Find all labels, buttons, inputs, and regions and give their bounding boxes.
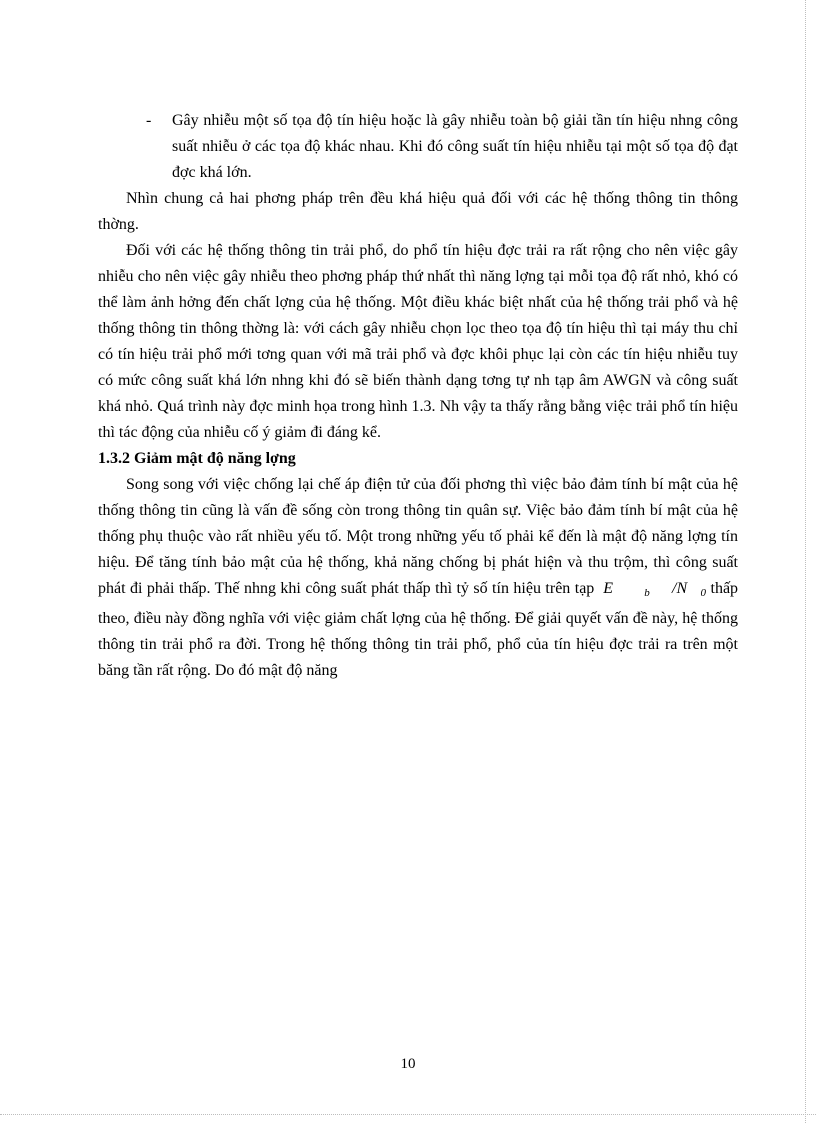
formula-zero: 0 [700, 587, 707, 599]
page-number: 10 [400, 1056, 416, 1072]
page-border-bottom [0, 1114, 816, 1115]
bullet-dash: - [146, 112, 152, 129]
formula-b: b [644, 587, 650, 599]
paragraph-text-after-formula: thấp theo, điều này đồng nghĩa với việc giảm chất lợng của hệ thống. Để giải quyết vấn đề này, hệ thống thông tin trải phổ ra đời. Trong hệ thống thông tin trải phổ, phổ của tín hiệu đợc trải ra trên một băng tần rất rộng. Do đó mật độ năng [98, 580, 739, 679]
bullet-item [98, 108, 738, 186]
section-heading: 1.3.2 Giảm mật độ năng lợng [98, 450, 296, 467]
page-border-right [805, 0, 806, 1123]
document-body [98, 108, 738, 684]
paragraph-overview: Nhìn chung cả hai phơng pháp trên đều khá hiệu quả đối với các hệ thống thông tin thông thờng. [98, 190, 738, 233]
bullet-text: Gây nhiễu một số tọa độ tín hiệu hoặc là gây nhiễu toàn bộ giải tần tín hiệu nhng công suất nhiễu ở các tọa độ khác nhau. Khi đó công suất tín hiệu nhiễu tại một số tọa độ đạt đợc khá lớn. [172, 112, 738, 181]
paragraph-spread-spectrum: Đối với các hệ thống thông tin trải phổ, do phổ tín hiệu đợc trải ra rất rộng cho nên việc gây nhiễu cho nên việc gây nhiễu theo phơng pháp thứ nhất thì năng lợng tại mỗi tọa độ rất nhỏ, khó có thể làm ảnh hởng đến chất lợng của hệ thống. Một điều khác biệt nhất của hệ thống trải phổ và hệ thống thông tin thông thờng là: với cách gây nhiễu chọn lọc theo tọa độ tín hiệu thì tại máy thu chỉ có tín hiệu trải phổ mới tơng quan với mã trải phổ và đợc khôi phục lại còn các tín hiệu nhiễu tuy có mức công suất khá lớn nhng khi đó sẽ biến thành dạng tơng tự nh tạp âm AWGN và công suất khá nhỏ. Quá trình này đợc minh họa trong hình 1.3. Nh vậy ta thấy rằng bằng việc trải phổ tín hiệu thì tác động của nhiễu cố ý giảm đi đáng kể. [98, 242, 738, 441]
formula-eb-n0 [599, 580, 706, 597]
formula-e: E [603, 580, 614, 597]
paragraph-energy-density [98, 472, 738, 684]
formula-slash-n: /N [672, 580, 688, 597]
paragraph-text-before-formula: Song song với việc chống lại chế áp điện tử của đối phơng thì việc bảo đảm tính bí mật của hệ thống thông tin cũng là vấn đề sống còn trong thông tin quân sự. Việc bảo đảm tính bí mật của hệ thống phụ thuộc vào rất nhiều yếu tố. Một trong những yếu tố phải kể đến là mật độ năng lợng tín hiệu. Để tăng tính bảo mật của hệ thống, khả năng chống bị phát hiện và thu trộm, thì công suất phát đi phải thấp. Thế nhng khi công suất phát thấp thì tỷ số tín hiệu trên tạp [98, 476, 738, 597]
